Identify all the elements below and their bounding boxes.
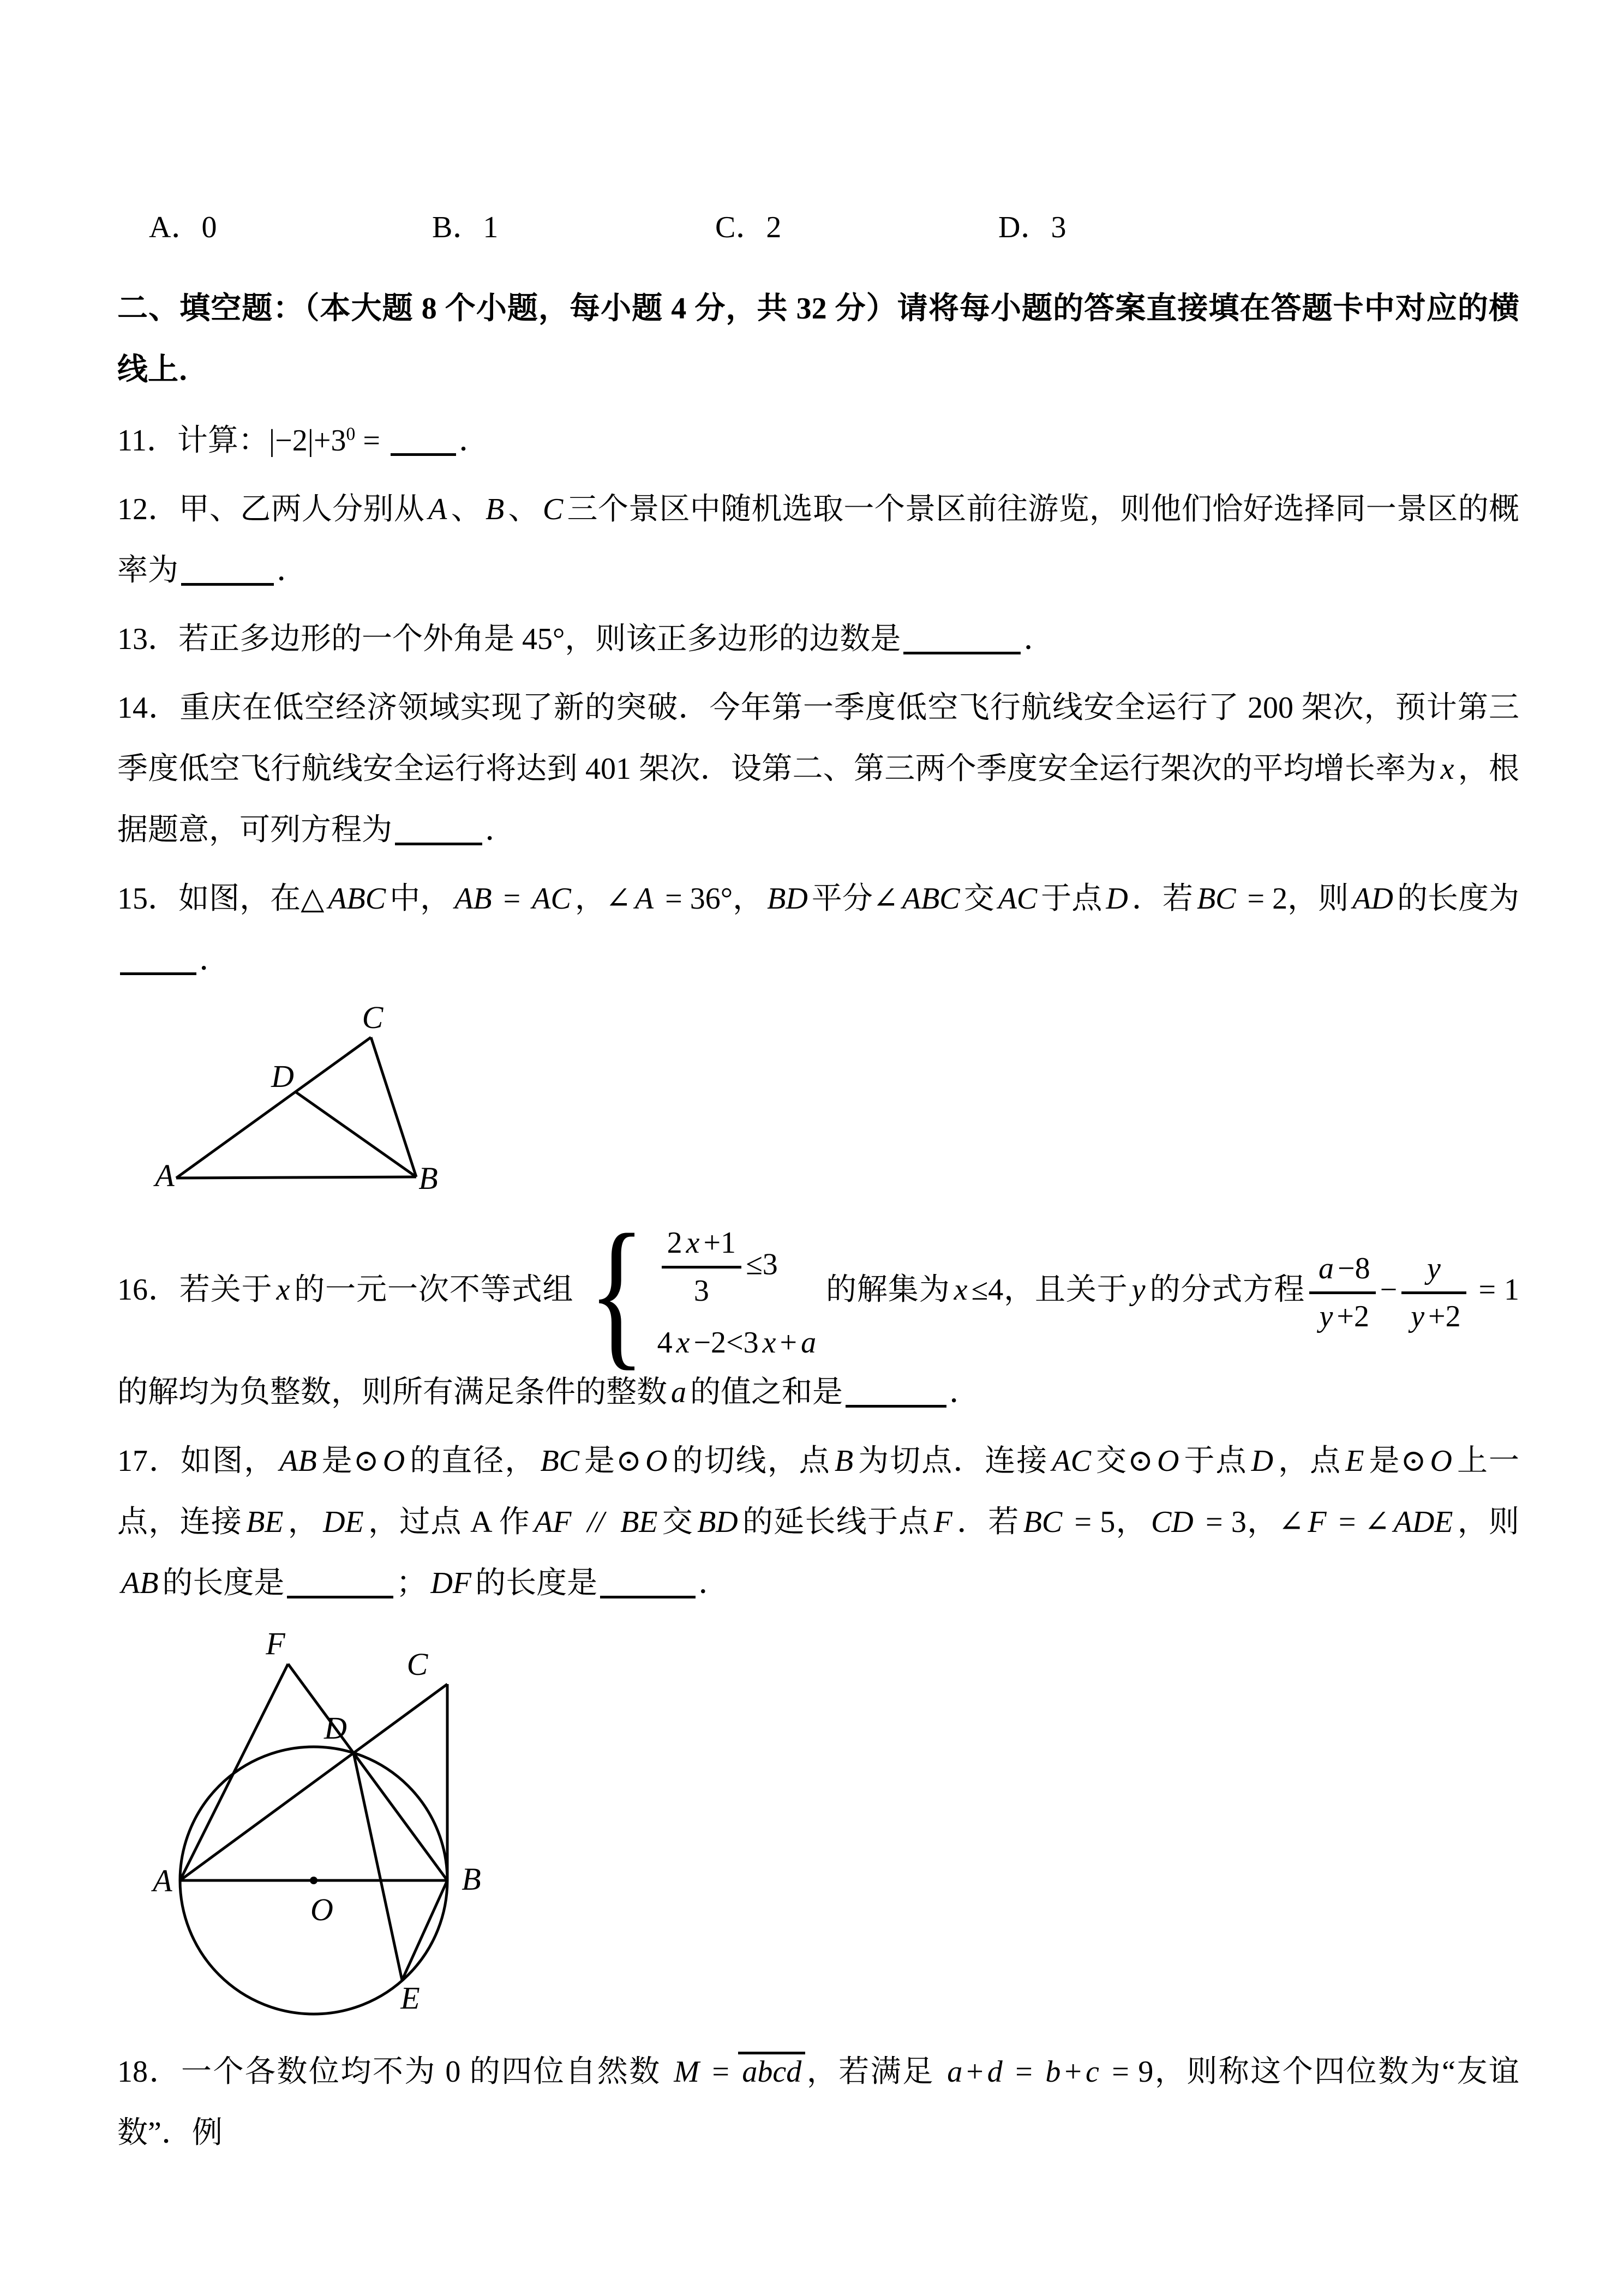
- label-D: D: [271, 1059, 294, 1094]
- math-var: M: [674, 2054, 699, 2089]
- text-run: ，∠: [574, 882, 631, 916]
- math-var: a: [947, 2054, 963, 2089]
- text-run: 的分式方程: [1149, 1273, 1305, 1307]
- text-run: [608, 1505, 616, 1539]
- text-run: +: [966, 2054, 984, 2089]
- math-var: BC: [1196, 882, 1236, 916]
- math-var: x: [1440, 752, 1454, 786]
- math-var: O: [1157, 1444, 1179, 1478]
- math-var: CD: [1150, 1505, 1194, 1539]
- question-11: [117, 410, 1519, 471]
- math-var: //: [587, 1505, 604, 1539]
- overline-expr: [738, 2052, 805, 2089]
- math-var: C: [542, 492, 564, 526]
- fraction-denominator: [662, 1269, 741, 1311]
- math-var: A: [634, 882, 654, 916]
- math-var: a: [1319, 1251, 1334, 1285]
- side-CB: [371, 1037, 416, 1177]
- math-var: F: [933, 1505, 952, 1539]
- text-run: 的解集为: [825, 1273, 950, 1307]
- text-run: 18．一个各数位均不为 0 的四位自然数: [117, 2054, 670, 2089]
- question-13: [117, 609, 1519, 670]
- text-run: 交⊙: [1094, 1444, 1153, 1478]
- math-var: E: [1345, 1444, 1364, 1478]
- text-run: = 2，则: [1239, 882, 1349, 916]
- text-run: 16．若关于: [117, 1273, 273, 1307]
- text-run: 的延长线于点: [741, 1505, 930, 1539]
- text-run: −2<3: [693, 1326, 759, 1360]
- text-run: =: [703, 2054, 739, 2089]
- text-run: ．若: [1131, 882, 1193, 916]
- math-var: BE: [246, 1505, 284, 1539]
- math-var: AC: [998, 882, 1038, 916]
- math-var: D: [1106, 882, 1128, 916]
- text-run: ，点: [1277, 1444, 1342, 1478]
- math-var: a: [801, 1326, 817, 1360]
- question-17: [117, 1431, 1519, 1614]
- math-var: ADE: [1393, 1505, 1453, 1539]
- brace-icon: {: [588, 1200, 646, 1385]
- question-12: [117, 479, 1519, 601]
- label-B: B: [418, 1161, 438, 1196]
- text-run: = ∠: [1330, 1505, 1390, 1539]
- question-16: [117, 1200, 1520, 1423]
- text-run: 、: [451, 492, 482, 526]
- answer-blank: [846, 1374, 946, 1408]
- math-var: y: [1131, 1273, 1146, 1307]
- text-run: 3: [693, 1274, 709, 1308]
- answer-blank: [600, 1565, 696, 1598]
- answer-blank: [395, 812, 482, 845]
- text-run: −: [1380, 1273, 1398, 1307]
- text-run: [575, 1505, 583, 1539]
- section-header: 二、填空题：（本大题 8 个小题，每小题 4 分，共 32 分）请将每小题的答案直接填在答题卡中对应的横线上．: [117, 292, 1519, 387]
- text-run: 为切点．连接: [857, 1444, 1048, 1478]
- page-content: [117, 203, 1519, 2171]
- math-var: ABC: [902, 882, 960, 916]
- fraction-numerator: [1401, 1249, 1466, 1294]
- label-F: F: [266, 1625, 285, 1661]
- text-run: ，则: [1457, 1505, 1520, 1539]
- text-run: ≤3: [746, 1247, 778, 1282]
- math-var: DF: [430, 1566, 472, 1600]
- text-run: 17．如图，: [117, 1444, 276, 1478]
- system-row: [657, 1325, 820, 1361]
- math-var: O: [1430, 1444, 1452, 1478]
- fraction-numerator: [1309, 1249, 1376, 1294]
- math-var: x: [276, 1273, 290, 1307]
- math-var: a: [671, 1375, 686, 1409]
- text-run: 中，: [389, 882, 451, 916]
- text-run: 的一元一次不等式组: [293, 1273, 574, 1307]
- math-var: y: [1411, 1299, 1425, 1333]
- text-run: 于点: [1183, 1444, 1248, 1478]
- fraction: [1401, 1249, 1466, 1336]
- text-run: 交: [661, 1505, 694, 1539]
- math-var: O: [645, 1444, 668, 1478]
- math-var: F: [1308, 1505, 1327, 1539]
- text-run: 的解: [117, 1375, 178, 1409]
- text-run: 的长度是: [162, 1566, 285, 1600]
- math-var: AB: [121, 1566, 159, 1600]
- label-B: B: [462, 1861, 481, 1897]
- text-run: = 9，则称这个四位数为“友谊数”．例: [117, 2054, 1520, 2150]
- text-run: 上一点，连接: [117, 1444, 1520, 1539]
- text-run: = 36°，: [657, 882, 764, 916]
- fraction: [1309, 1249, 1376, 1336]
- text-run: +: [1064, 2054, 1082, 2089]
- text-run: ．: [1023, 622, 1054, 656]
- triangle-figure: [147, 998, 1519, 1218]
- text-run: +2: [1337, 1299, 1370, 1333]
- text-run: 13．若正多边形的一个外角是 45°，则该正多边形的边数是: [117, 622, 901, 656]
- text-run: 的长度是: [475, 1566, 598, 1600]
- math-var: B: [486, 492, 505, 526]
- text-run: 、: [508, 492, 539, 526]
- label-D: D: [324, 1710, 347, 1746]
- math-var: AB: [279, 1444, 317, 1478]
- text-run: = 3，∠: [1197, 1505, 1304, 1539]
- math-var: c: [1085, 2054, 1099, 2089]
- question-18: [117, 2041, 1519, 2163]
- system-rows: [657, 1224, 820, 1362]
- answer-blank: [903, 621, 1021, 654]
- text-run: 平分∠: [811, 882, 898, 916]
- text-run: ．: [277, 554, 307, 587]
- math-var: abcd: [742, 2054, 802, 2089]
- text-run: 是⊙: [1368, 1444, 1427, 1478]
- math-var: BD: [767, 882, 808, 916]
- text-run: ≤4，且关于: [971, 1273, 1128, 1307]
- superscript: 0: [346, 424, 356, 444]
- text-run: 三个景区中随机选取一个景区前往游览，则他们恰好选择同一景区的概率为: [117, 492, 1520, 587]
- text-run: ；: [396, 1566, 427, 1600]
- text-run: 15．如图，在△: [117, 882, 325, 916]
- answer-blank: [391, 423, 456, 456]
- math-var: A: [428, 492, 447, 526]
- text-run: −8: [1338, 1251, 1370, 1285]
- math-var: BC: [1023, 1505, 1063, 1539]
- circle-figure: [142, 1621, 1519, 2033]
- math-var: BC: [540, 1444, 579, 1478]
- line-AC: [180, 1684, 447, 1880]
- text-run: ．: [199, 943, 230, 977]
- text-run: ．: [458, 424, 489, 458]
- segment-DB: [296, 1092, 416, 1177]
- circle-svg: [142, 1621, 491, 2025]
- text-run: 2: [667, 1226, 682, 1260]
- math-var: AC: [1052, 1444, 1091, 1478]
- text-run: =: [355, 424, 388, 458]
- label-A: A: [153, 1862, 172, 1898]
- text-run: +: [780, 1326, 798, 1360]
- math-var: AB: [454, 882, 492, 916]
- text-run: ．: [949, 1375, 980, 1409]
- text-run: 12．甲、乙两人分别从: [117, 492, 425, 526]
- math-var: DE: [323, 1505, 364, 1539]
- math-var: x: [676, 1326, 690, 1360]
- text-run: 14．重庆在低空经济领域实现了新的突破．今年第一季度低空飞行航线安全运行了 200 架次，预计第三季度低空飞行航线安全运行将达到 401 架次．设第二、第三两个季度安全运行架次的平均增长率为: [117, 691, 1519, 786]
- text-run: 交: [963, 882, 994, 916]
- text-run: ，若满足: [805, 2054, 944, 2089]
- answer-blank: [181, 552, 274, 586]
- text-run: = 1: [1470, 1273, 1520, 1307]
- text-run: ．若: [956, 1505, 1020, 1539]
- math-var: y: [1319, 1299, 1333, 1333]
- fraction: [662, 1224, 741, 1311]
- option-c: C．2: [715, 211, 782, 244]
- text-run: 的切线，点: [671, 1444, 831, 1478]
- text-run: |−2|+3: [268, 424, 346, 458]
- text-run: +2: [1428, 1299, 1461, 1333]
- fraction-denominator: [1309, 1294, 1376, 1336]
- label-A: A: [155, 1158, 175, 1193]
- text-run: 是⊙: [320, 1444, 379, 1478]
- text-run: 4: [657, 1326, 673, 1360]
- choice-options-row: [117, 203, 1519, 247]
- inequality-system: [579, 1200, 820, 1385]
- option-a: A．0: [149, 211, 217, 244]
- math-var: AF: [534, 1505, 572, 1539]
- math-var: D: [1251, 1444, 1274, 1478]
- text-run: ，: [287, 1505, 320, 1539]
- text-run: ，根据题意，可列方程为: [117, 752, 1520, 847]
- text-run: ．: [698, 1566, 729, 1600]
- option-b: B．1: [432, 211, 499, 244]
- math-var: x: [954, 1273, 968, 1307]
- math-var: B: [834, 1444, 854, 1478]
- text-run: =: [495, 882, 529, 916]
- option-d: D．3: [998, 211, 1066, 244]
- fraction-numerator: [662, 1224, 741, 1269]
- math-var: O: [382, 1444, 405, 1478]
- text-run: = 5，: [1066, 1505, 1147, 1539]
- math-var: d: [987, 2054, 1003, 2089]
- text-run: 于点: [1041, 882, 1102, 916]
- math-var: b: [1045, 2054, 1061, 2089]
- line-BE: [402, 1880, 447, 1980]
- label-C: C: [362, 1000, 383, 1035]
- text-run: +1: [703, 1226, 736, 1260]
- math-var: BD: [697, 1505, 738, 1539]
- math-var: BE: [620, 1505, 658, 1539]
- math-var: ABC: [328, 882, 386, 916]
- math-var: y: [1427, 1251, 1441, 1285]
- math-var: x: [762, 1326, 776, 1360]
- answer-blank: [120, 942, 196, 975]
- label-O: O: [310, 1891, 333, 1927]
- text-run: 的长度为: [1397, 882, 1520, 916]
- fraction-denominator: [1401, 1294, 1466, 1336]
- math-var: AC: [532, 882, 571, 916]
- line-AF: [180, 1664, 288, 1880]
- text-run: ．: [485, 813, 516, 847]
- text-run: ，过点 A 作: [367, 1505, 530, 1539]
- question-14: [117, 677, 1519, 861]
- text-run: 11．计算：: [117, 424, 269, 458]
- system-row: [657, 1224, 778, 1311]
- math-var: x: [686, 1226, 700, 1260]
- line-FB: [288, 1664, 447, 1880]
- label-E: E: [400, 1980, 420, 2016]
- text-run: 均为负整数，则所有满足条件的整数: [178, 1375, 667, 1409]
- text-run: =: [1006, 2054, 1042, 2089]
- circle-center-dot: [310, 1877, 317, 1884]
- triangle-svg: [147, 998, 453, 1211]
- math-var: AD: [1352, 882, 1393, 916]
- question-15: [117, 868, 1519, 990]
- answer-blank: [287, 1565, 393, 1598]
- text-run: 的直径，: [409, 1444, 537, 1478]
- text-run: 是⊙: [583, 1444, 642, 1478]
- label-C: C: [406, 1646, 428, 1682]
- text-run: 的值之和是: [690, 1375, 843, 1409]
- side-AB: [176, 1177, 416, 1178]
